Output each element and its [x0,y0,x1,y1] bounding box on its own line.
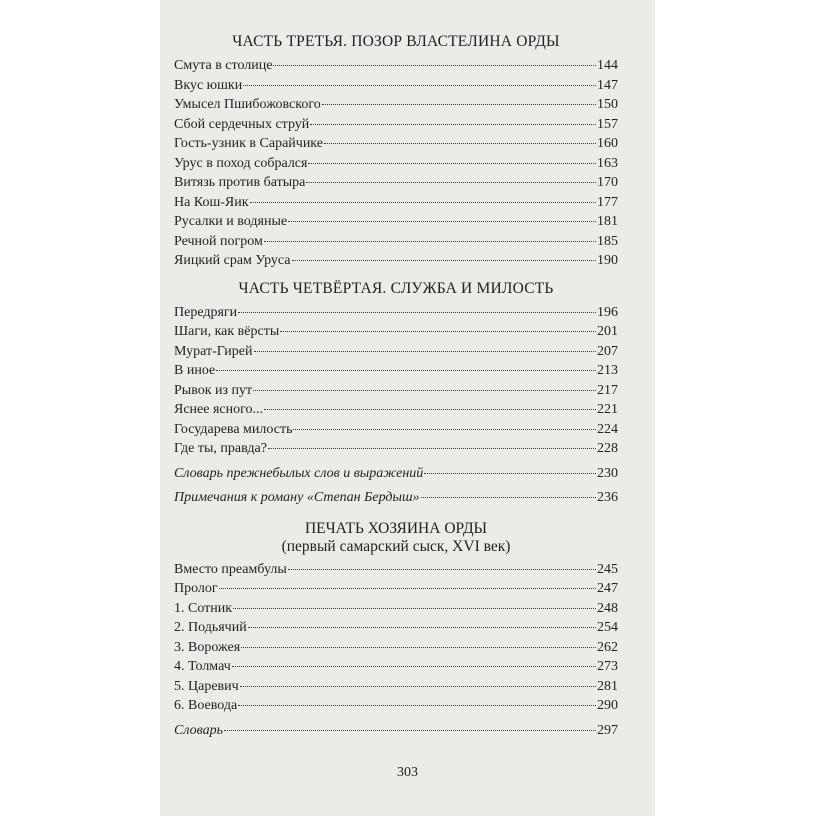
book-page [160,0,655,816]
entry-page: 170 [597,175,618,190]
entry-title: Где ты, правда? [174,441,267,456]
dot-leader [273,65,596,66]
toc-entry[interactable] [174,173,618,193]
entry-page: 181 [597,214,618,229]
toc-entry-dictionary[interactable] [174,464,618,484]
entry-title: Урус в поход собрался [174,155,308,171]
part-four-heading: ЧАСТЬ ЧЕТВЁРТАЯ. СЛУЖБА И МИЛОСТЬ [238,279,554,297]
entry-page: 245 [597,561,618,577]
dot-leader [233,608,596,609]
dot-leader [238,705,596,706]
toc-entry[interactable] [174,134,618,154]
entry-title: 1. Сотник [174,600,233,616]
entry-title: Передряги [174,304,238,320]
dot-leader [248,627,596,628]
dot-leader [264,409,596,410]
entry-title: 5. Царевич [174,678,239,694]
toc-entry[interactable] [174,232,618,252]
toc-entry[interactable] [174,76,618,96]
entry-page: 144 [597,58,618,73]
entry-page: 224 [597,421,618,437]
dot-leader [238,312,596,313]
entry-page: 217 [597,382,618,398]
entry-title: Смута в столице [174,58,273,73]
entry-title: Государева милость [174,421,293,437]
entry-page: 236 [597,490,618,505]
dot-leader [240,686,596,687]
part-three-heading: ЧАСТЬ ТРЕТЬЯ. ПОЗОР ВЛАСТЕЛИНА ОРДЫ [232,33,560,50]
toc-entry[interactable] [174,251,618,271]
toc-entry[interactable] [174,381,618,401]
entry-page: 147 [597,77,618,93]
entry-page: 201 [597,324,618,339]
entry-page: 177 [597,194,618,210]
toc-entry[interactable] [174,95,618,115]
toc-entry[interactable] [174,618,618,638]
toc-entry[interactable] [174,696,618,716]
entry-page: 273 [597,659,618,674]
entry-page: 163 [597,155,618,171]
dot-leader [219,588,596,589]
toc-entry-glossary[interactable] [174,721,618,741]
dot-leader [421,497,596,498]
entry-title: Примечания к роману «Степан Бердыш» [174,490,420,505]
toc-entry[interactable] [174,56,618,76]
dot-leader [243,85,596,86]
dot-leader [250,202,596,203]
dot-leader [306,182,596,183]
toc-entry[interactable] [174,599,618,619]
entry-page: 297 [597,722,618,738]
entry-title: В иное [174,363,216,378]
entry-page: 160 [597,136,618,151]
entry-page: 281 [597,678,618,694]
toc-entry[interactable] [174,560,618,580]
dot-leader [424,473,596,474]
entry-title: Пролог [174,581,218,596]
entry-title: Вкус юшки [174,77,243,93]
entry-page: 196 [597,304,618,320]
entry-title: Витязь против батыра [174,175,306,190]
toc-entry[interactable] [174,212,618,232]
toc-entry[interactable] [174,322,618,342]
dot-leader [310,124,596,125]
toc-entry[interactable] [174,579,618,599]
entry-title: Яснее ясного... [174,402,264,417]
entry-title: Яицкий срам Уруса [174,253,291,268]
seal-subheading: (первый самарский сыск, XVI век) [281,537,511,555]
toc-entry[interactable] [174,193,618,213]
dot-leader [308,163,596,164]
dot-leader [253,390,596,391]
entry-page: 185 [597,233,618,249]
dot-leader [293,429,596,430]
entry-title: Мурат-Гирей [174,343,253,359]
entry-title: 6. Воевода [174,698,238,713]
table-of-contents [174,32,618,740]
entry-page: 157 [597,116,618,132]
entry-title: На Кош-Яик [174,194,249,210]
page-number: 303 [397,765,418,780]
entry-page: 290 [597,698,618,713]
entry-title: 4. Толмач [174,659,231,674]
entry-page: 228 [597,441,618,456]
dot-leader [322,104,596,105]
entry-page: 248 [597,600,618,616]
dot-leader [241,647,596,648]
entry-title: 3. Ворожея [174,639,241,655]
entry-page: 254 [597,620,618,635]
entry-title: 2. Подьячий [174,620,247,635]
dot-leader [288,221,596,222]
toc-entry[interactable] [174,154,618,174]
entry-title: Вместо преамбулы [174,561,287,577]
dot-leader [224,730,596,731]
toc-entry[interactable] [174,361,618,381]
toc-entry[interactable] [174,303,618,323]
entry-page: 221 [597,402,618,417]
toc-entry-notes[interactable] [174,488,618,508]
toc-entry[interactable] [174,677,618,697]
dot-leader [254,351,597,352]
entry-page: 190 [597,253,618,268]
entry-title: Словарь [174,722,223,738]
dot-leader [280,331,596,332]
entry-title: Умысел Пшибожовского [174,97,321,112]
seal-list [174,560,618,741]
entry-page: 247 [597,581,618,596]
entry-page: 213 [597,363,618,378]
entry-page: 207 [597,343,618,359]
entry-title: Сбой сердечных струй [174,116,310,132]
toc-entry[interactable] [174,439,618,459]
toc-entry[interactable] [174,420,618,440]
seal-heading: ПЕЧАТЬ ХОЗЯИНА ОРДЫ [304,519,488,537]
entry-page: 230 [597,465,618,481]
dot-leader [324,143,596,144]
toc-entry[interactable] [174,342,618,362]
toc-entry[interactable] [174,400,618,420]
toc-entry[interactable] [174,115,618,135]
dot-leader [288,569,596,570]
dot-leader [264,241,596,242]
dot-leader [268,448,596,449]
dot-leader [292,260,597,261]
dot-leader [232,666,596,667]
entry-title: Гость-узник в Сарайчике [174,136,323,151]
toc-entry[interactable] [174,638,618,658]
toc-entry[interactable] [174,657,618,677]
entry-page: 150 [597,97,618,112]
entry-page: 262 [597,639,618,655]
part-four-list [174,303,618,508]
dot-leader [216,370,596,371]
part-three-list [174,56,618,271]
entry-title: Рывок из пут [174,382,253,398]
entry-title: Словарь прежнебылых слов и выражений [174,465,424,481]
entry-title: Русалки и водяные [174,214,288,229]
entry-title: Речной погром [174,233,263,249]
entry-title: Шаги, как вёрсты [174,324,280,339]
